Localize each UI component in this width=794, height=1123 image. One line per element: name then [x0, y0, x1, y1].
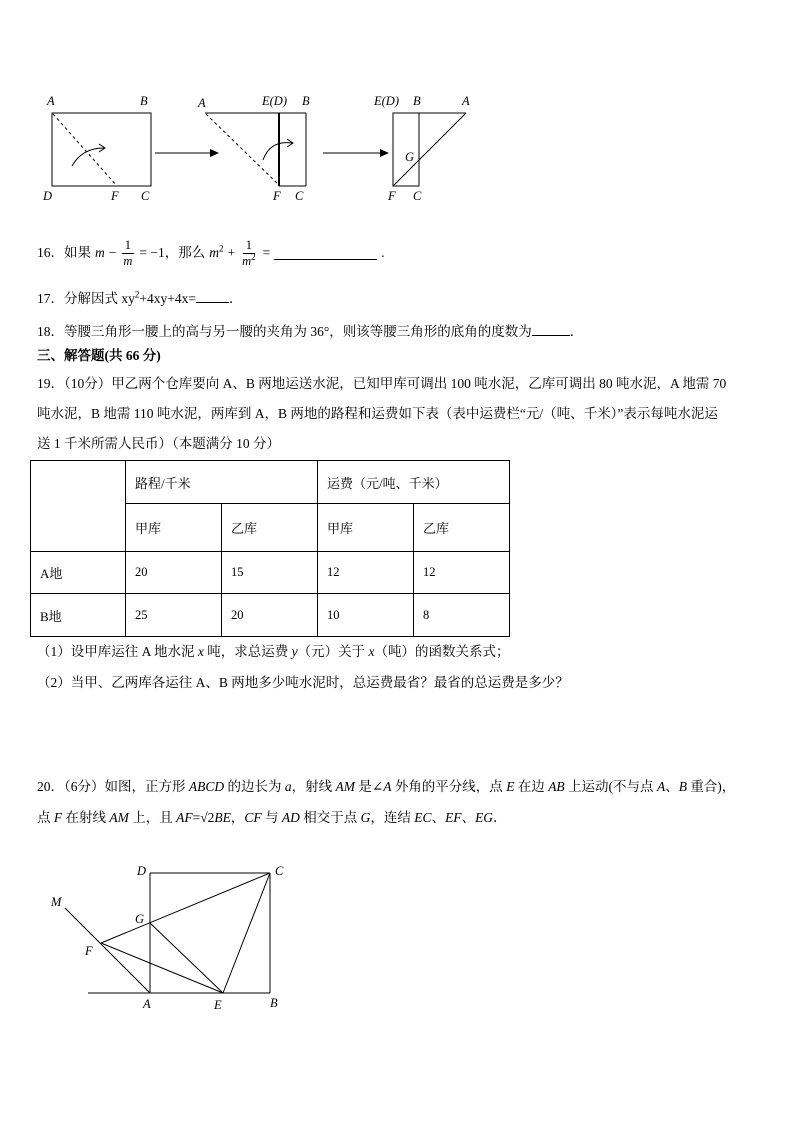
text-segment: 是∠	[355, 779, 384, 794]
text-segment: 相交于点	[299, 810, 361, 825]
label-m: M	[51, 895, 62, 909]
table-cell: 8	[414, 594, 510, 637]
fold-direction-arrow	[72, 148, 104, 166]
table-header-row	[31, 461, 510, 504]
segment-fc	[101, 873, 270, 943]
segment-eg	[150, 923, 223, 993]
question-18	[37, 322, 583, 341]
label-b: B	[302, 94, 310, 108]
route-cost-table	[30, 460, 510, 637]
table-cell: 10	[318, 594, 414, 637]
question-20-line-1	[37, 778, 735, 796]
label-b: B	[413, 94, 421, 108]
math-variable: EC	[414, 810, 432, 825]
question-17	[37, 289, 242, 308]
table-row	[31, 594, 510, 637]
label-f: F	[85, 944, 93, 958]
label-a: A	[47, 94, 55, 108]
math-variable: m	[95, 245, 105, 260]
question-19-part-1	[37, 643, 510, 661]
segment-ec	[223, 873, 270, 993]
label-f: F	[111, 189, 119, 203]
table-cell: 20	[222, 594, 318, 637]
fraction-numerator: 1	[122, 238, 134, 254]
math-variable: A	[383, 779, 392, 794]
text-segment: 上，且	[128, 810, 177, 825]
answer-blank	[196, 289, 229, 303]
fraction-denominator: $m^2$	[242, 251, 256, 268]
math-variable: y	[291, 644, 298, 659]
diagonal-af	[393, 113, 466, 186]
minus-sign: −	[108, 245, 117, 260]
text-segment: 、	[431, 810, 446, 825]
table-cell: 20	[126, 552, 222, 594]
math-variable: AM	[109, 810, 129, 825]
question-19-line-3: 送 1 千米所需人民币）（本题满分 10 分）	[37, 436, 280, 451]
text-segment: 与	[261, 810, 282, 825]
fraction-1-over-m-squared	[239, 238, 259, 269]
table-row-label: B地	[31, 594, 126, 637]
question-end: ．	[228, 291, 243, 306]
label-ed: E(D)	[374, 94, 399, 108]
question-text: 18．等腰三角形一腰上的高与另一腰的夹角为 36°，则该等腰三角形的底角的度数为	[37, 324, 532, 339]
math-variable: ABCD	[188, 779, 225, 794]
step-arrow-1	[155, 149, 219, 157]
fraction-numerator: 1	[243, 238, 255, 254]
table-subheader: 乙库	[222, 504, 318, 552]
question-16	[37, 235, 385, 271]
text-segment: 20．（6分）如图，正方形	[37, 779, 189, 794]
math-variable: EF	[445, 810, 462, 825]
table-header-route: 路程/千米	[126, 461, 318, 504]
math-variable: x	[368, 644, 375, 659]
plus-sign: +	[227, 245, 236, 260]
text-segment: 点	[37, 810, 54, 825]
question-mid: ，那么	[164, 245, 206, 260]
label-c: C	[295, 189, 304, 203]
exponent: 2	[134, 289, 140, 300]
math-variable: AF	[176, 810, 193, 825]
text-segment: =√2	[192, 810, 215, 825]
segment-fe	[101, 943, 223, 993]
label-ed: E(D)	[262, 94, 287, 108]
table-subheader: 乙库	[414, 504, 510, 552]
table-header-cost: 运费（元/吨、千米）	[318, 461, 510, 504]
text-segment: ，连结	[370, 810, 415, 825]
math-variable: AB	[548, 779, 565, 794]
table-cell: 25	[126, 594, 222, 637]
math-variable: AD	[281, 810, 300, 825]
question-end: ．	[569, 324, 584, 339]
table-corner-cell	[31, 461, 126, 552]
answer-blank	[532, 322, 570, 336]
answer-blank	[274, 246, 377, 260]
folding-figure	[0, 80, 500, 210]
expression-part: +4xy+4x=	[139, 291, 196, 306]
text-segment: ．	[493, 810, 507, 825]
question-19-part-2: （2）当甲、乙两库各运往 A、B 两地多少吨水泥时，总运费最省？最省的总运费是多少？	[37, 675, 569, 690]
label-a: A	[143, 997, 151, 1011]
math-variable: AM	[335, 779, 355, 794]
label-g: G	[135, 912, 145, 926]
question-lead: 17．分解因式	[37, 291, 122, 306]
label-f: F	[388, 189, 396, 203]
math-variable: B	[678, 779, 687, 794]
math-variable: EG	[475, 810, 494, 825]
label-d: D	[43, 189, 53, 203]
math-variable: x	[197, 644, 204, 659]
table-row	[31, 552, 510, 594]
text-segment: （元）关于	[297, 644, 369, 659]
fold-direction-arrow	[263, 143, 292, 160]
math-variable: a	[284, 779, 292, 794]
label-g: G	[405, 150, 415, 164]
math-variable: E	[506, 779, 515, 794]
fold-step-1	[42, 94, 151, 203]
equals-sign: =	[262, 245, 271, 260]
text-segment: 在射线	[62, 810, 110, 825]
text-segment: （吨）的函数关系式；	[374, 644, 510, 659]
text-segment: ，射线	[291, 779, 336, 794]
table-row-label: A地	[31, 552, 126, 594]
label-c: C	[275, 864, 284, 878]
section-title: 三、解答题(共 66 分)	[37, 348, 161, 363]
label-a: A	[198, 96, 206, 110]
text-segment: 上运动(不与点	[564, 779, 657, 794]
label-c: C	[141, 189, 150, 203]
question-19-line-1: 19．（10分）甲乙两个仓库要向 A、B 两地运送水泥，已知甲库可调出 100 吨水泥，乙库可调出 80 吨水泥，A 地需 70	[37, 376, 727, 391]
table-cell: 12	[318, 552, 414, 594]
square-figure	[0, 850, 300, 1020]
equals-minus-one: = −1	[139, 245, 165, 260]
text-segment: 在边	[514, 779, 549, 794]
step-arrow-2	[323, 149, 389, 157]
text-segment: 重合)，	[686, 779, 736, 794]
text-segment: 、	[461, 810, 476, 825]
label-b: B	[270, 996, 278, 1010]
label-d: D	[137, 864, 147, 878]
question-20-line-2	[37, 809, 507, 827]
fold-step-2	[197, 94, 310, 203]
question-lead: 16．如果	[37, 245, 91, 260]
math-variable: G	[360, 810, 371, 825]
fraction-1-over-m	[120, 238, 135, 269]
label-c: C	[413, 189, 422, 203]
table-subheader: 甲库	[318, 504, 414, 552]
text-segment: 吨，求总运费	[203, 644, 292, 659]
table-cell: 15	[222, 552, 318, 594]
text-segment: 外角的平分线，点	[391, 779, 507, 794]
table-cell: 12	[414, 552, 510, 594]
fraction-denominator: m	[123, 253, 133, 268]
math-variable: BE	[214, 810, 231, 825]
label-f: F	[273, 189, 281, 203]
math-variable: F	[53, 810, 63, 825]
fold-line-af	[53, 114, 117, 186]
question-19-line-2: 吨水泥，B 地需 110 吨水泥，两库到 A，B 两地的路程和运费如下表（表中运费栏“元/（吨、千米）”表示每吨水泥运	[37, 406, 718, 421]
question-end: .	[381, 245, 385, 260]
math-variable: A	[656, 779, 666, 794]
text-segment: 的边长为	[224, 779, 285, 794]
label-a: A	[462, 94, 470, 108]
math-variable: CF	[244, 810, 262, 825]
table-subheader: 甲库	[126, 504, 222, 552]
text-segment: ，	[230, 810, 245, 825]
label-e: E	[214, 998, 222, 1012]
expression-part: xy	[121, 291, 135, 306]
rectangle-abcd	[52, 113, 151, 186]
text-segment: （1）设甲库运往 A 地水泥	[37, 644, 198, 659]
fold-step-3	[373, 94, 470, 203]
m-squared: $m^2$	[209, 243, 224, 260]
text-segment: 、	[665, 779, 679, 794]
label-b: B	[140, 94, 148, 108]
